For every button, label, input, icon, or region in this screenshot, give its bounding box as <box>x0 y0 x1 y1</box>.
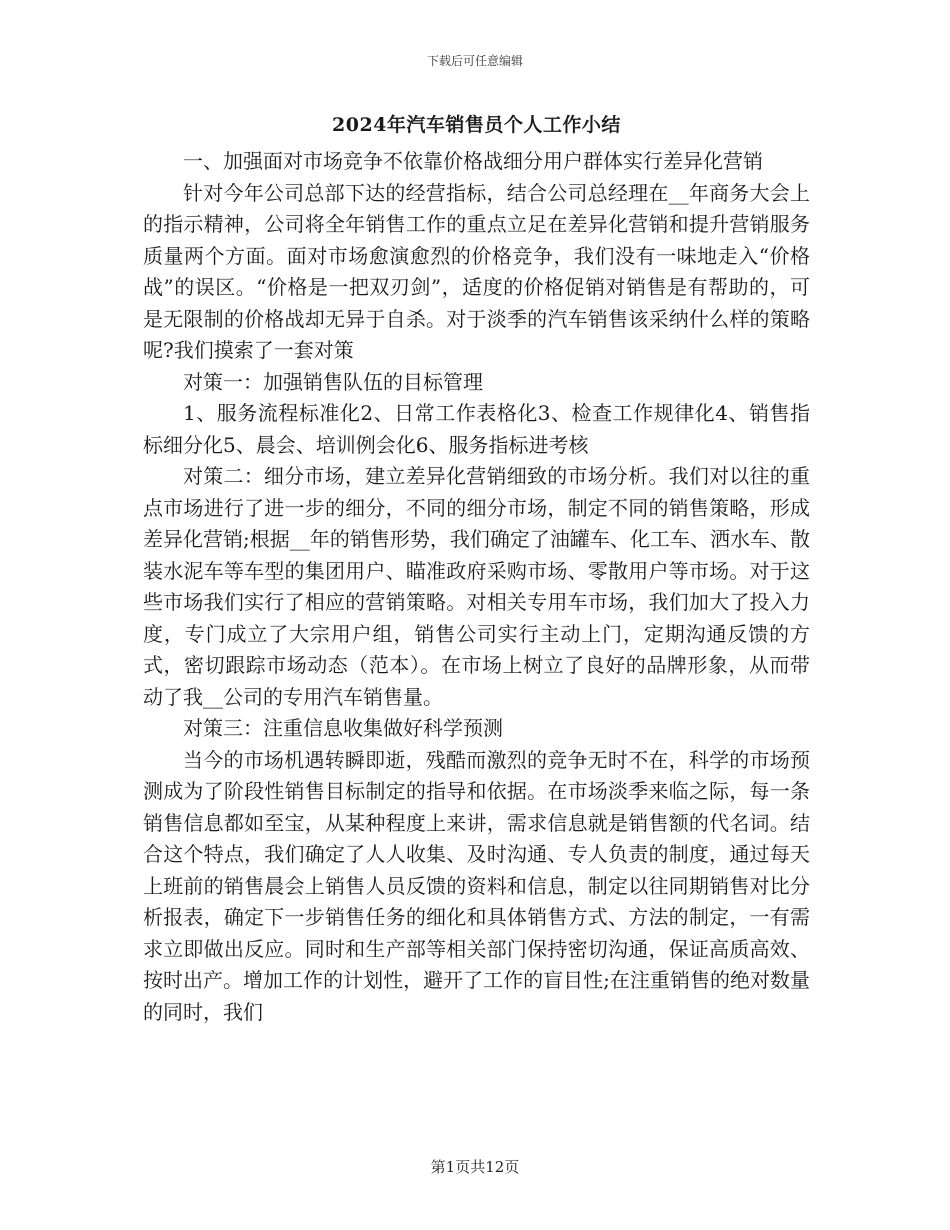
body-paragraph: 1、服务流程标准化2、日常工作表格化3、检查工作规律化4、销售指标细分化5、晨会、培训例会化6、服务指标进考核 <box>143 401 810 457</box>
page-header-note: 下载后可任意编辑 <box>426 54 523 68</box>
strategy-heading: 对策一：加强销售队伍的目标管理 <box>183 369 483 394</box>
body-paragraph: 对策二：细分市场，建立差异化营销细致的市场分析。我们对以往的重点市场进行了进一步的细分，不同的细分市场，制定不同的销售策略，形成差异化营销;根据__年的销售形势，我们确定了油罐车、化工车、洒水车、散装水泥车等车型的集团用户、瞄准政府采购市场、零散用户等市场。对于这些市场我们实行了相应的营销策略。对相关专用车市场，我们加大了投入力度，专门成立了大宗用户组，销售公司实行主动上门，定期沟通反馈的方式，密切跟踪市场动态（范本）。在市场上树立了良好的品牌形象，从而带动了我__公司的专用汽车销售量。 <box>143 464 810 709</box>
section-heading: 一、加强面对市场竞争不依靠价格战细分用户群体实行差异化营销 <box>183 149 763 173</box>
body-paragraph: 针对今年公司总部下达的经营指标，结合公司总经理在__年商务大会上的指示精神，公司将全年销售工作的重点立足在差异化营销和提升营销服务质量两个方面。面对市场愈演愈烈的价格竞争，我们没有一味地走入“价格战”的误区。“价格是一把双刃剑”，适度的价格促销对销售是有帮助的，可是无限制的价格战却无异于自杀。对于淡季的汽车销售该采纳什么样的策略呢?我们摸索了一套对策 <box>143 180 810 362</box>
document-title: 2024年汽车销售员个人工作小结 <box>332 114 621 136</box>
strategy-heading: 对策三：注重信息收集做好科学预测 <box>183 716 503 740</box>
page-number: 第1页共12页 <box>430 1158 520 1176</box>
body-paragraph: 当今的市场机遇转瞬即逝，残酷而激烈的竞争无时不在，科学的市场预测成为了阶段性销售目标制定的指导和依据。在市场淡季来临之际，每一条销售信息都如至宝，从某种程度上来讲，需求信息就是销售额的代名词。结合这个特点，我们确定了人人收集、及时沟通、专人负责的制度，通过每天上班前的销售晨会上销售人员反馈的资料和信息，制定以往同期销售对比分析报表，确定下一步销售任务的细化和具体销售方式、方法的制定，一有需求立即做出反应。同时和生产部等相关部门保持密切沟通，保证高质高效、按时出产。增加工作的计划性，避开了工作的盲目性;在注重销售的绝对数量的同时，我们 <box>143 747 810 1024</box>
document-body <box>143 104 810 1028</box>
